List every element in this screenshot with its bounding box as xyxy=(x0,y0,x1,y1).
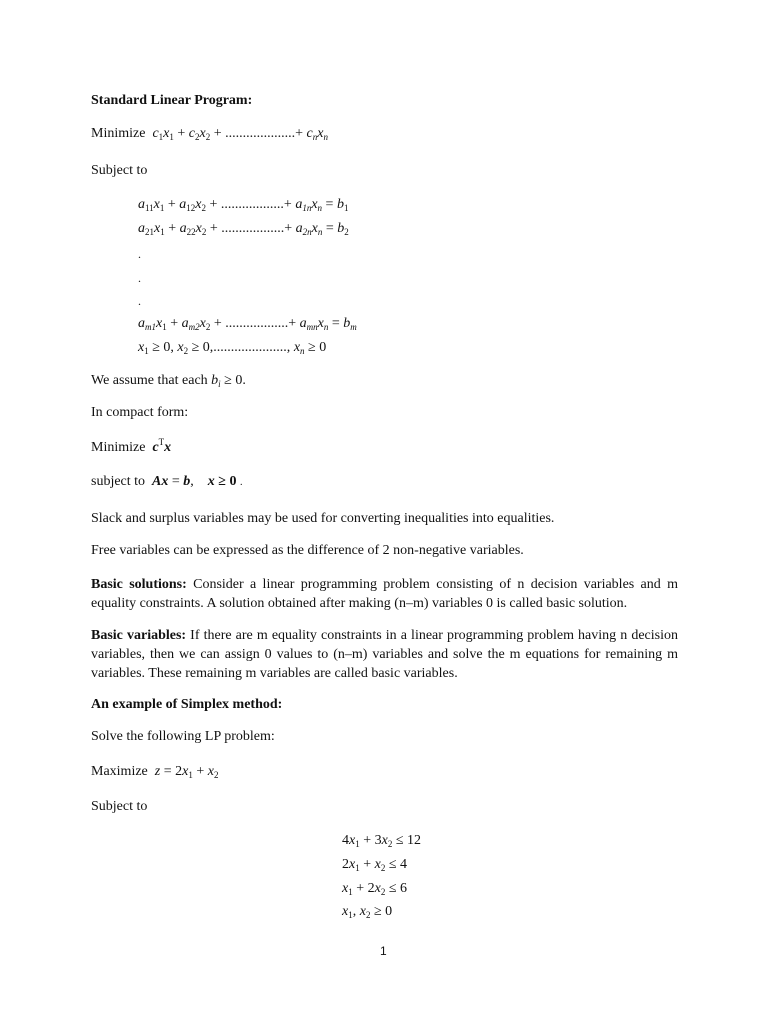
example-constraint-1: $4x_1 + 3x_2 \le 12$ xyxy=(342,833,422,849)
example-constraint-2: $2x_1 + x_2 \le 4$ xyxy=(342,857,408,873)
minimize-label: Minimize xyxy=(91,126,146,141)
constraint-row-2: $a_{21}x_1 + a_{22}x_2$ + ..................+ $a_{2n}x_n = b_2$ xyxy=(138,221,349,237)
maximize-line: Maximize $z = 2x_1 + x_2$ xyxy=(91,764,219,780)
solve-text: Solve the following LP problem: xyxy=(91,729,275,744)
ellipsis-dot: . xyxy=(138,247,141,261)
example-heading: An example of Simplex method: xyxy=(91,697,283,712)
nonnegativity-row: $x_1 \ge 0$, $x_2 \ge 0$,....................., $x_n \ge 0$ xyxy=(138,340,327,356)
free-variables-text: Free variables can be expressed as the difference of 2 non-negative variables. xyxy=(91,543,524,558)
constraint-row-1: $a_{11}x_1 + a_{12}x_2$ + ..................+ $a_{1n}x_n = b_1$ xyxy=(138,197,349,213)
objective-line xyxy=(91,126,328,142)
basic-variables-paragraph: Basic variables: If there are m equality constraints in a linear programming problem having n decision variables, then we can assign 0 values to (n–m) variables and solve the m equations for remaining m variables. These remaining m variables are called basic variables. xyxy=(91,628,678,681)
heading-standard-lp: Standard Linear Program: xyxy=(91,93,253,108)
compact-objective: Minimize $c^Tx$ xyxy=(91,437,172,455)
compact-constraints: subject to Ax = b, x ≥ 0 . xyxy=(91,474,243,489)
constraint-row-m: $a_{m1}x_1 + a_{m2}x_2$ + ..................+ $a_{mn}x_n = b_m$ xyxy=(138,316,357,332)
ellipsis-dot: . xyxy=(138,294,141,308)
subject-to-label-2: Subject to xyxy=(91,799,148,814)
objective-expression: $c_1x_1 + c_2x_2$ + ....................+ $c_nx_n$ xyxy=(148,126,328,142)
example-nonnegativity: $x_1$, $x_2 \ge 0$ xyxy=(342,904,393,920)
ellipsis-dot: . xyxy=(138,271,141,285)
assumption-line: We assume that each $b_i \ge 0$. xyxy=(91,373,246,389)
compact-form-label: In compact form: xyxy=(91,405,189,420)
example-constraint-3: $x_1 + 2x_2 \le 6$ xyxy=(342,881,408,897)
slack-text: Slack and surplus variables may be used for converting inequalities into equalities. xyxy=(91,511,555,526)
page-number: 1 xyxy=(380,944,387,958)
basic-solutions-paragraph: Basic solutions: Consider a linear programming problem consisting of n decision variables and m equality constraints. A solution obtained after making (n–m) variables 0 is called basic solution. xyxy=(91,577,678,611)
subject-to-label: Subject to xyxy=(91,163,148,178)
